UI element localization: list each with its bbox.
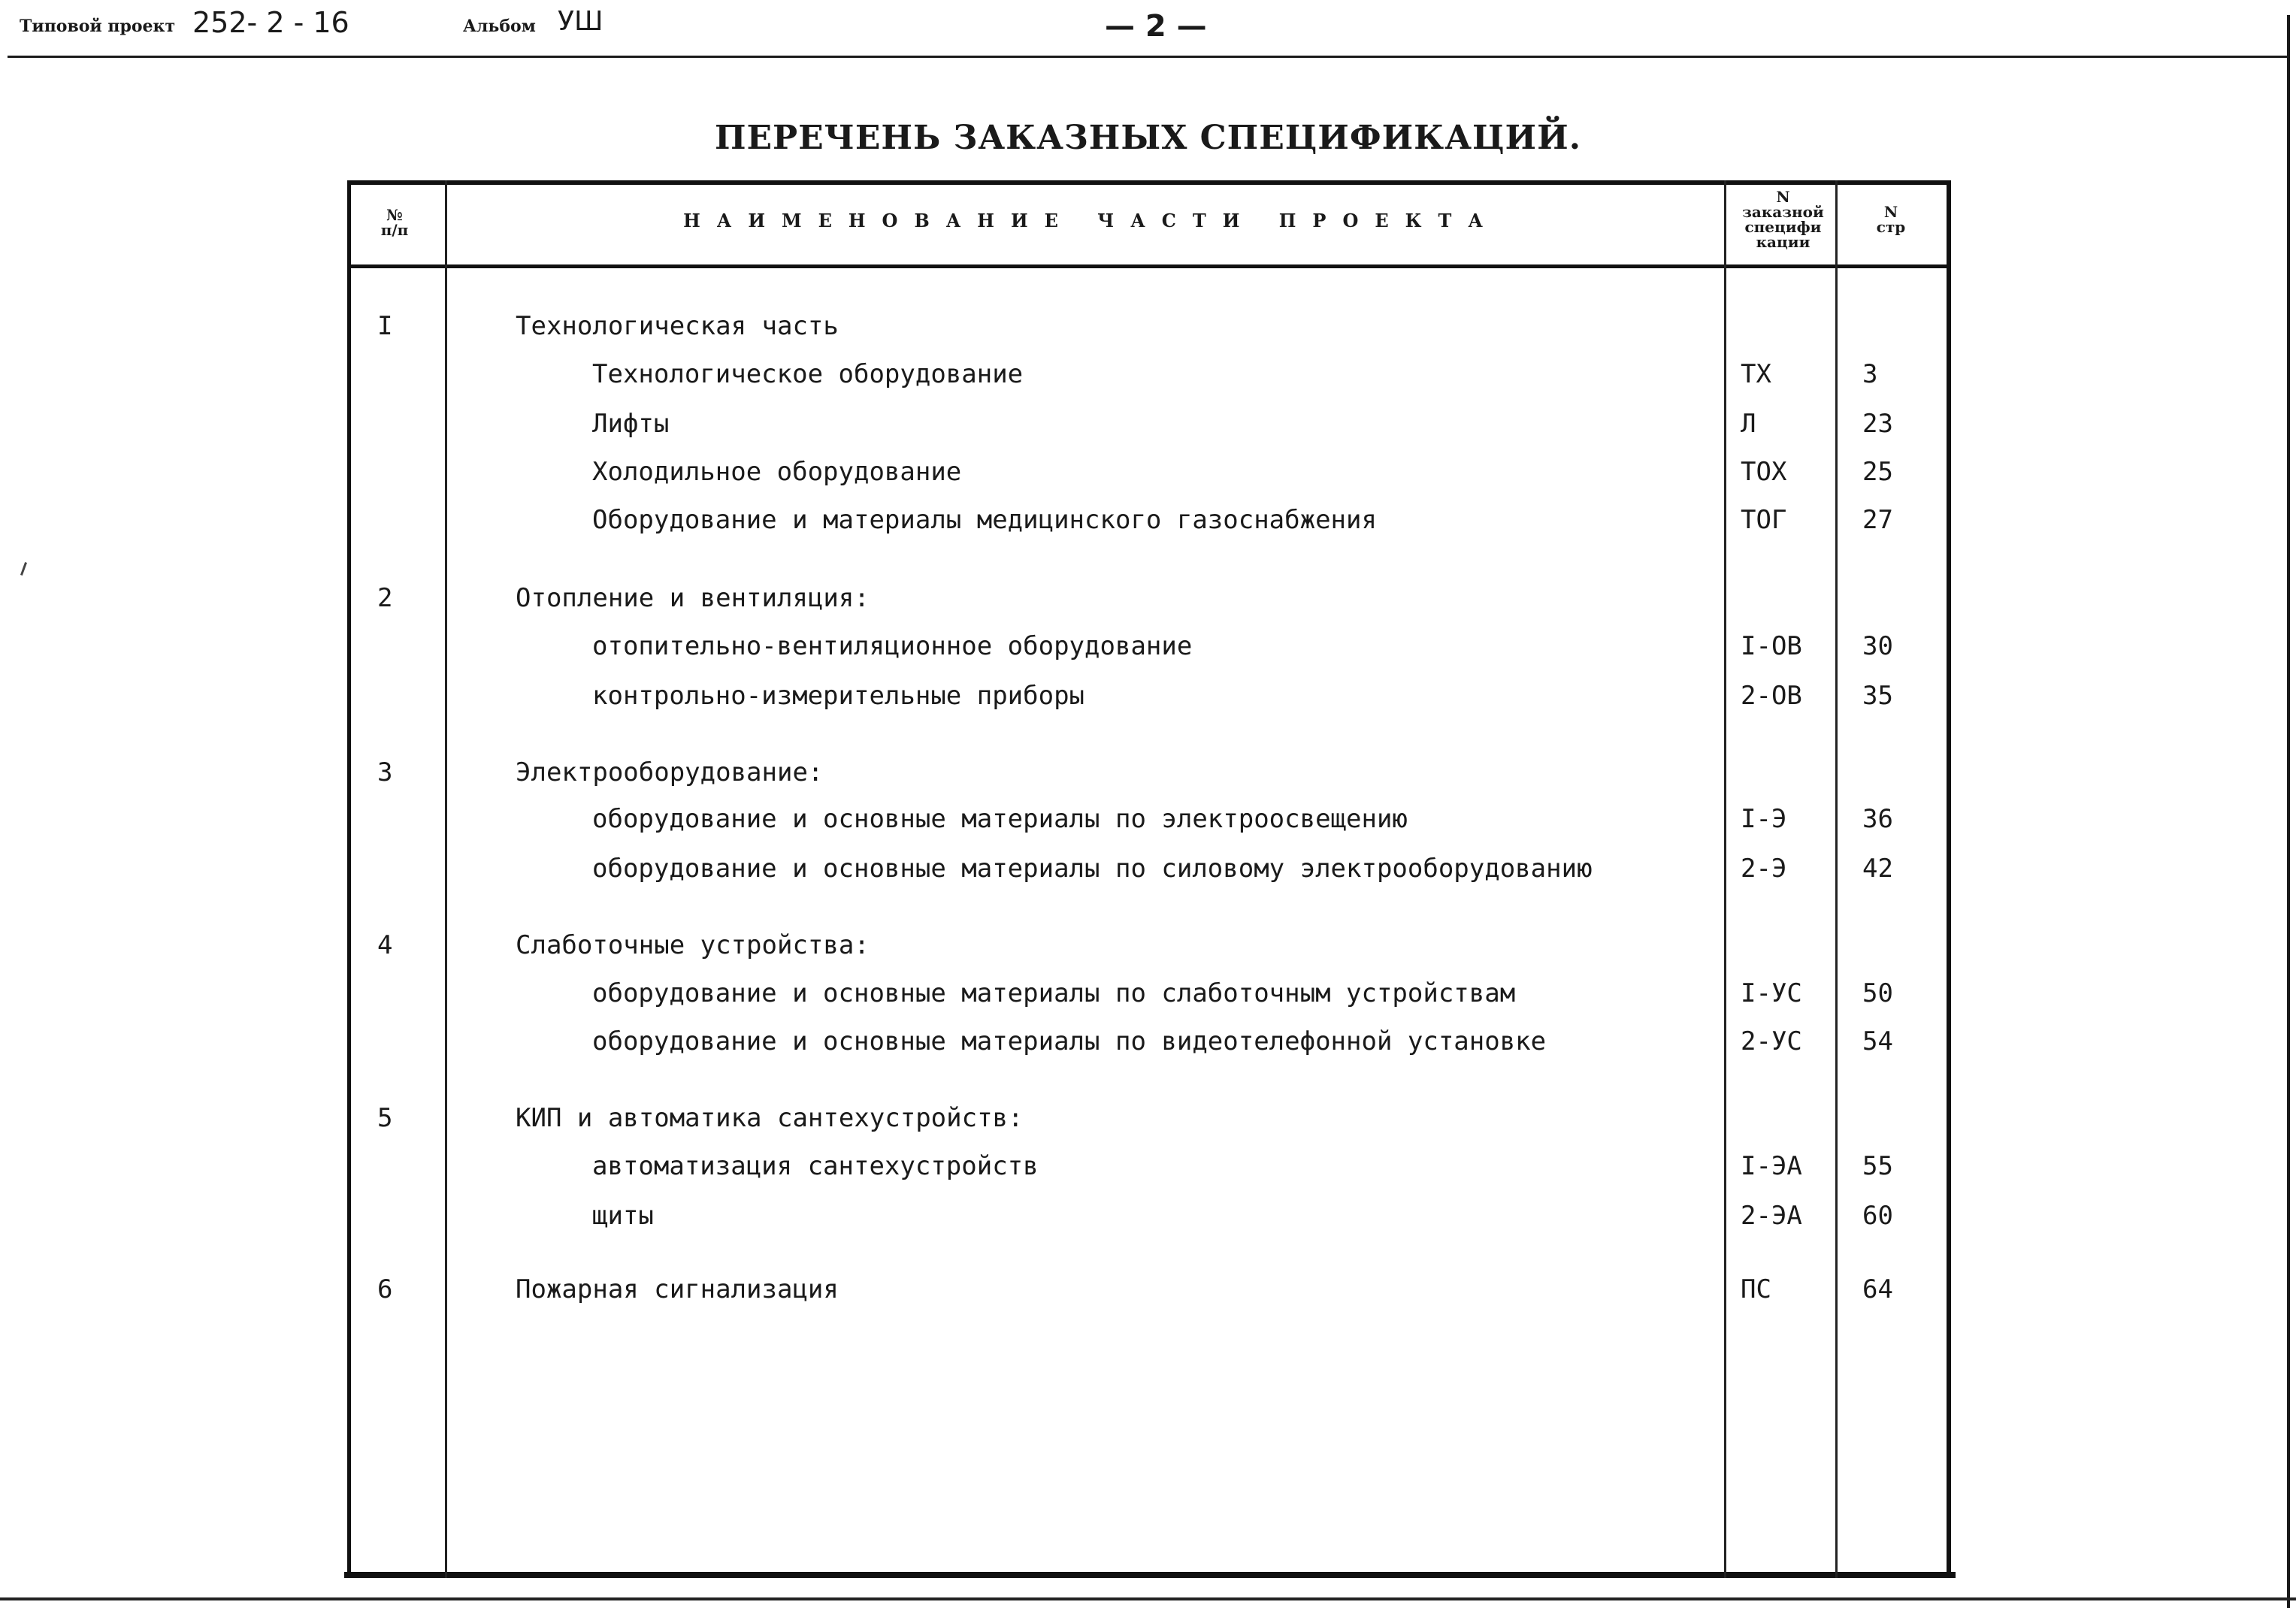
- row-spec-code: 2-ОВ: [1741, 681, 1802, 711]
- table-row: [0, 978, 2296, 1023]
- row-name: Пожарная сигнализация: [516, 1274, 839, 1304]
- row-page: 30: [1862, 631, 1893, 661]
- album-number: УШ: [558, 6, 603, 37]
- table-row: [0, 457, 2296, 502]
- table-row: [0, 757, 2296, 802]
- header-rule: [8, 56, 2288, 58]
- table-row: [0, 505, 2296, 550]
- row-number: 5: [377, 1103, 393, 1133]
- row-page: 36: [1862, 804, 1893, 834]
- row-name: автоматизация сантехустройств: [592, 1151, 1039, 1181]
- column-header-page-line2: стр: [1876, 218, 1906, 236]
- row-name: контрольно-измерительные приборы: [592, 681, 1085, 711]
- row-number: I: [377, 311, 393, 341]
- column-header-spec: [1729, 189, 1838, 249]
- row-page: 23: [1862, 409, 1893, 439]
- column-header-spec-line2: заказной: [1742, 203, 1824, 221]
- album-label: Альбом: [463, 17, 536, 36]
- page-bottom-edge: [0, 1597, 2296, 1600]
- table-row: [0, 409, 2296, 454]
- row-name: Технологическое оборудование: [592, 359, 1024, 389]
- row-page: 35: [1862, 681, 1893, 711]
- table-header-rule: [347, 264, 1951, 268]
- row-name: оборудование и основные материалы по видеотелефонной установке: [592, 1026, 1547, 1056]
- row-spec-code: 2-ЭА: [1741, 1201, 1802, 1231]
- row-number: 2: [377, 583, 393, 613]
- row-spec-code: I-Э: [1741, 804, 1787, 834]
- row-name: Отопление и вентиляция:: [516, 583, 870, 613]
- row-number: 6: [377, 1274, 393, 1304]
- row-spec-code: ТОГ: [1741, 505, 1787, 535]
- margin-mark: [20, 562, 27, 576]
- table-row: [0, 1151, 2296, 1196]
- row-page: 64: [1862, 1274, 1893, 1304]
- table-row: [0, 1274, 2296, 1319]
- column-header-name: НАИМЕНОВАНИЕ ЧАСТИ ПРОЕКТА: [683, 210, 1499, 231]
- table-row: [0, 583, 2296, 628]
- row-spec-code: 2-УС: [1741, 1026, 1802, 1056]
- row-spec-code: ТХ: [1741, 359, 1771, 389]
- row-spec-code: 2-Э: [1741, 854, 1787, 884]
- column-header-num: [361, 207, 428, 237]
- row-page: 60: [1862, 1201, 1893, 1231]
- row-name: Технологическая часть: [516, 311, 839, 341]
- row-name: Холодильное оборудование: [592, 457, 962, 487]
- column-header-num-line1: №: [386, 206, 403, 224]
- document-header: [0, 0, 2296, 68]
- row-name: отопительно-вентиляционное оборудование: [592, 631, 1193, 661]
- row-name: оборудование и основные материалы по электроосвещению: [592, 804, 1408, 834]
- row-spec-code: ТОХ: [1741, 457, 1787, 487]
- table-row: [0, 854, 2296, 899]
- column-header-page: [1838, 204, 1944, 234]
- row-name: Оборудование и материалы медицинского газоснабжения: [592, 505, 1377, 535]
- row-spec-code: I-ОВ: [1741, 631, 1802, 661]
- table-row: [0, 359, 2296, 404]
- column-header-num-line2: п/п: [380, 221, 409, 239]
- row-spec-code: I-ЭА: [1741, 1151, 1802, 1181]
- row-spec-code: I-УС: [1741, 978, 1802, 1008]
- table-row: [0, 631, 2296, 676]
- row-page: 54: [1862, 1026, 1893, 1056]
- row-number: 4: [377, 930, 393, 960]
- table-border-bottom: [344, 1572, 1956, 1578]
- table-row: [0, 1103, 2296, 1148]
- table-row: [0, 804, 2296, 849]
- column-header-spec-line3: специфи: [1744, 218, 1822, 236]
- row-name: щиты: [592, 1201, 654, 1231]
- row-spec-code: ПС: [1741, 1274, 1771, 1304]
- row-name: оборудование и основные материалы по слаботочным устройствам: [592, 978, 1516, 1008]
- table-row: [0, 311, 2296, 356]
- row-name: Слаботочные устройства:: [516, 930, 870, 960]
- table-row: [0, 1201, 2296, 1246]
- column-header-page-line1: N: [1883, 203, 1898, 221]
- row-page: 55: [1862, 1151, 1893, 1181]
- row-name: оборудование и основные материалы по силовому электрооборудованию: [592, 854, 1593, 884]
- row-number: 3: [377, 757, 393, 787]
- row-page: 27: [1862, 505, 1893, 535]
- page-title: ПЕРЕЧЕНЬ ЗАКАЗНЫХ СПЕЦИФИКАЦИЙ.: [714, 119, 1582, 157]
- table-row: [0, 681, 2296, 726]
- table-row: [0, 1026, 2296, 1071]
- row-spec-code: Л: [1741, 409, 1756, 439]
- page-number: — 2 —: [1105, 9, 1207, 44]
- project-label: Типовой проект: [20, 17, 176, 36]
- row-name: КИП и автоматика сантехустройств:: [516, 1103, 1024, 1133]
- column-header-spec-line4: кации: [1756, 233, 1810, 251]
- table-border-top: [347, 180, 1951, 185]
- row-page: 50: [1862, 978, 1893, 1008]
- row-name: Электрооборудование:: [516, 757, 824, 787]
- table-row: [0, 930, 2296, 975]
- row-page: 3: [1862, 359, 1878, 389]
- row-page: 25: [1862, 457, 1893, 487]
- column-header-spec-line1: N: [1776, 188, 1790, 206]
- row-page: 42: [1862, 854, 1893, 884]
- project-number: 252- 2 - 16: [192, 6, 349, 39]
- row-name: Лифты: [592, 409, 670, 439]
